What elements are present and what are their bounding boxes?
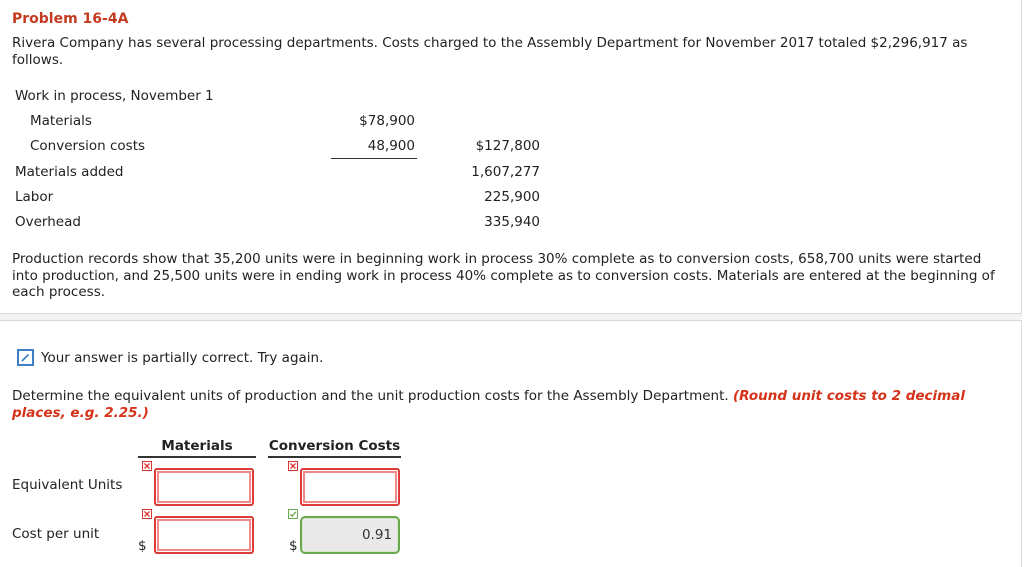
overhead-label: Overhead <box>15 214 81 230</box>
wip-label: Work in process, November 1 <box>15 88 214 104</box>
question-text: Determine the equivalent units of production and the unit production costs for the Assembly Department. <box>12 388 733 404</box>
x-mark-icon <box>288 461 298 471</box>
subtotal-underline <box>331 158 417 159</box>
conversion-costs-value: 48,900 <box>367 138 415 154</box>
problem-title: Problem 16-4A <box>12 11 129 27</box>
column-header-conversion-costs: Conversion Costs <box>268 438 401 458</box>
overhead-value: 335,940 <box>484 214 540 230</box>
equivalent-units-conversion-input[interactable] <box>300 468 400 506</box>
cost-per-unit-materials-input[interactable] <box>154 516 254 554</box>
wip-total-value: $127,800 <box>475 138 540 154</box>
answer-status-text: Your answer is partially correct. Try again. <box>41 350 324 366</box>
materials-label: Materials <box>30 113 92 129</box>
x-mark-icon <box>142 461 152 471</box>
x-mark-icon <box>142 509 152 519</box>
currency-symbol: $ <box>289 538 298 554</box>
materials-added-label: Materials added <box>15 164 124 180</box>
checkmark-icon <box>288 509 298 519</box>
panel-right-border <box>1021 0 1022 567</box>
labor-label: Labor <box>15 189 54 205</box>
equivalent-units-materials-input[interactable] <box>154 468 254 506</box>
question-prompt <box>12 388 1012 421</box>
labor-value: 225,900 <box>484 189 540 205</box>
conversion-costs-label: Conversion costs <box>30 138 146 154</box>
pencil-check-icon <box>17 349 34 366</box>
production-records-text: Production records show that 35,200 units were in beginning work in process 30% complete as to conversion costs, 658,700 units were started into production, and 25,500 units were in ending work in process 40% complete as to conversion costs. Materials are entered at the beginning of each process. <box>12 251 995 300</box>
rounding-hint: (Round unit costs to 2 decimal places, e.g. 2.25.) <box>12 388 965 421</box>
currency-symbol: $ <box>138 538 147 554</box>
materials-value: $78,900 <box>359 113 415 129</box>
problem-intro: Rivera Company has several processing departments. Costs charged to the Assembly Department for November 2017 totaled $2,296,917 as follows. <box>12 35 968 68</box>
cost-per-unit-conversion-input[interactable] <box>300 516 400 554</box>
materials-added-value: 1,607,277 <box>471 164 540 180</box>
row-label-equivalent-units: Equivalent Units <box>12 477 123 493</box>
column-header-materials: Materials <box>138 438 256 458</box>
section-divider <box>0 313 1022 321</box>
row-label-cost-per-unit: Cost per unit <box>12 526 100 542</box>
